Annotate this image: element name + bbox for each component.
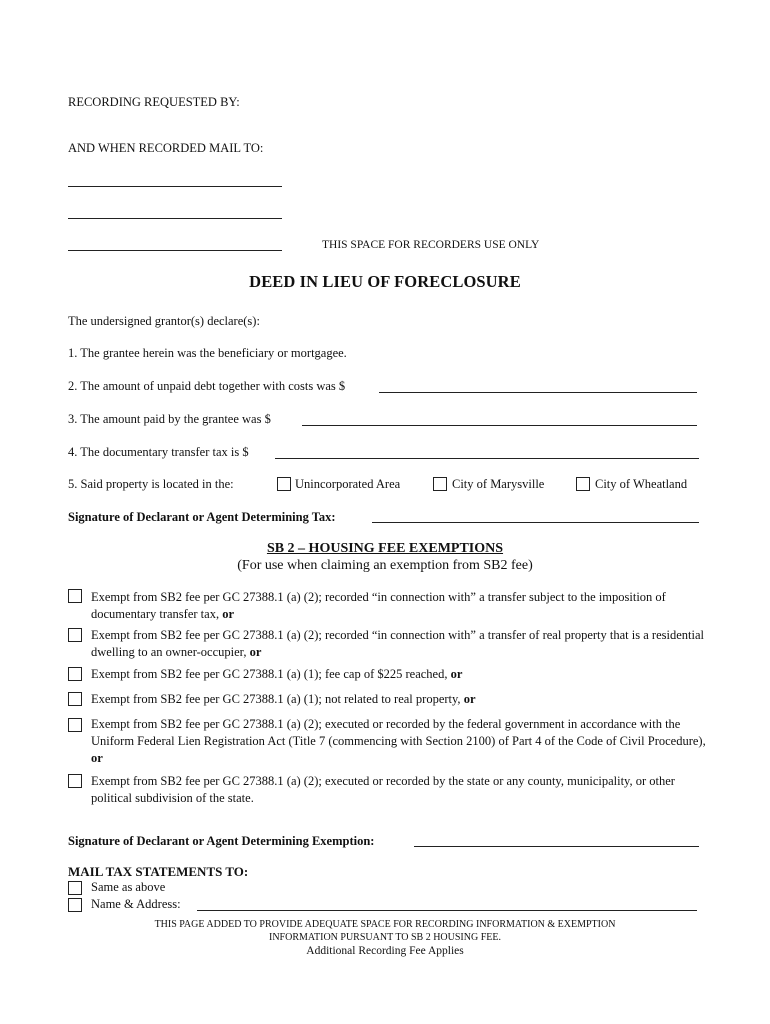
- name-address-label: Name & Address:: [91, 897, 181, 911]
- exemption-2-checkbox[interactable]: [68, 628, 82, 642]
- footer-line-1: THIS PAGE ADDED TO PROVIDE ADEQUATE SPACE FOR RECORDING INFORMATION & EXEMPTION: [154, 919, 616, 930]
- unincorporated-label: Unincorporated Area: [295, 477, 401, 491]
- item-3: 3. The amount paid by the grantee was $: [68, 412, 271, 426]
- item-1: 1. The grantee herein was the beneficiary or mortgagee.: [68, 346, 347, 360]
- item-5: 5. Said property is located in the:: [68, 477, 234, 491]
- footer-line-2: INFORMATION PURSUANT TO SB 2 HOUSING FEE.: [269, 932, 501, 943]
- signature-exemption-label: Signature of Declarant or Agent Determining Exemption:: [68, 834, 375, 848]
- exemption-6-checkbox[interactable]: [68, 774, 82, 788]
- name-address-checkbox[interactable]: [68, 898, 82, 912]
- signature-exemption-field[interactable]: [414, 846, 699, 847]
- exemption-1-checkbox[interactable]: [68, 589, 82, 603]
- exemption-2: Exempt from SB2 fee per GC 27388.1 (a) (2); recorded “in connection with” a transfer of real property that is a residential dwelling to an owner-occupier, or: [91, 628, 704, 659]
- exemption-3-checkbox[interactable]: [68, 667, 82, 681]
- mail-to-line-2[interactable]: [68, 218, 282, 219]
- exemption-4: Exempt from SB2 fee per GC 27388.1 (a) (1); not related to real property, or: [91, 692, 476, 706]
- item-2: 2. The amount of unpaid debt together with costs was $: [68, 379, 346, 393]
- signature-tax-label: Signature of Declarant or Agent Determining Tax:: [68, 510, 336, 524]
- signature-tax-field[interactable]: [372, 522, 699, 523]
- mail-to-label: AND WHEN RECORDED MAIL TO:: [68, 141, 264, 155]
- recording-requested-label: RECORDING REQUESTED BY:: [68, 95, 240, 109]
- exemption-5-checkbox[interactable]: [68, 718, 82, 732]
- document-title: DEED IN LIEU OF FORECLOSURE: [249, 272, 521, 291]
- wheatland-label: City of Wheatland: [595, 477, 688, 491]
- marysville-label: City of Marysville: [452, 477, 545, 491]
- same-as-above-checkbox[interactable]: [68, 881, 82, 895]
- exemption-6: Exempt from SB2 fee per GC 27388.1 (a) (2); executed or recorded by the state or any county, municipality, or other political subdivision of the state.: [91, 774, 675, 805]
- marysville-checkbox[interactable]: [433, 477, 447, 491]
- mail-tax-heading: MAIL TAX STATEMENTS TO:: [68, 864, 249, 879]
- name-address-field[interactable]: [197, 910, 697, 911]
- mail-to-line-3[interactable]: [68, 250, 282, 251]
- exemption-3: Exempt from SB2 fee per GC 27388.1 (a) (1); fee cap of $225 reached, or: [91, 667, 463, 681]
- same-as-above-label: Same as above: [91, 880, 166, 894]
- wheatland-checkbox[interactable]: [576, 477, 590, 491]
- amount-paid-field[interactable]: [302, 425, 697, 426]
- mail-to-line-1[interactable]: [68, 186, 282, 187]
- unpaid-debt-field[interactable]: [379, 392, 697, 393]
- recorder-space-label: THIS SPACE FOR RECORDERS USE ONLY: [322, 239, 540, 251]
- declare-statement: The undersigned grantor(s) declare(s):: [68, 314, 260, 328]
- item-4: 4. The documentary transfer tax is $: [68, 445, 249, 459]
- exemption-5: Exempt from SB2 fee per GC 27388.1 (a) (2); executed or recorded by the federal government in accordance with the Uniform Federal Lien Registration Act (Title 7 (commencing with Section 2100) of Part 4 of the Code of Civil Procedure), or: [91, 717, 706, 765]
- transfer-tax-field[interactable]: [275, 458, 699, 459]
- unincorporated-checkbox[interactable]: [277, 477, 291, 491]
- exemption-1: Exempt from SB2 fee per GC 27388.1 (a) (2); recorded “in connection with” a transfer subject to the imposition of documentary transfer tax, or: [91, 590, 666, 621]
- exemption-4-checkbox[interactable]: [68, 692, 82, 706]
- sb2-heading: SB 2 – HOUSING FEE EXEMPTIONS: [266, 541, 504, 556]
- sb2-subheading: (For use when claiming an exemption from SB2 fee): [237, 558, 533, 573]
- footer-line-3: Additional Recording Fee Applies: [306, 945, 464, 957]
